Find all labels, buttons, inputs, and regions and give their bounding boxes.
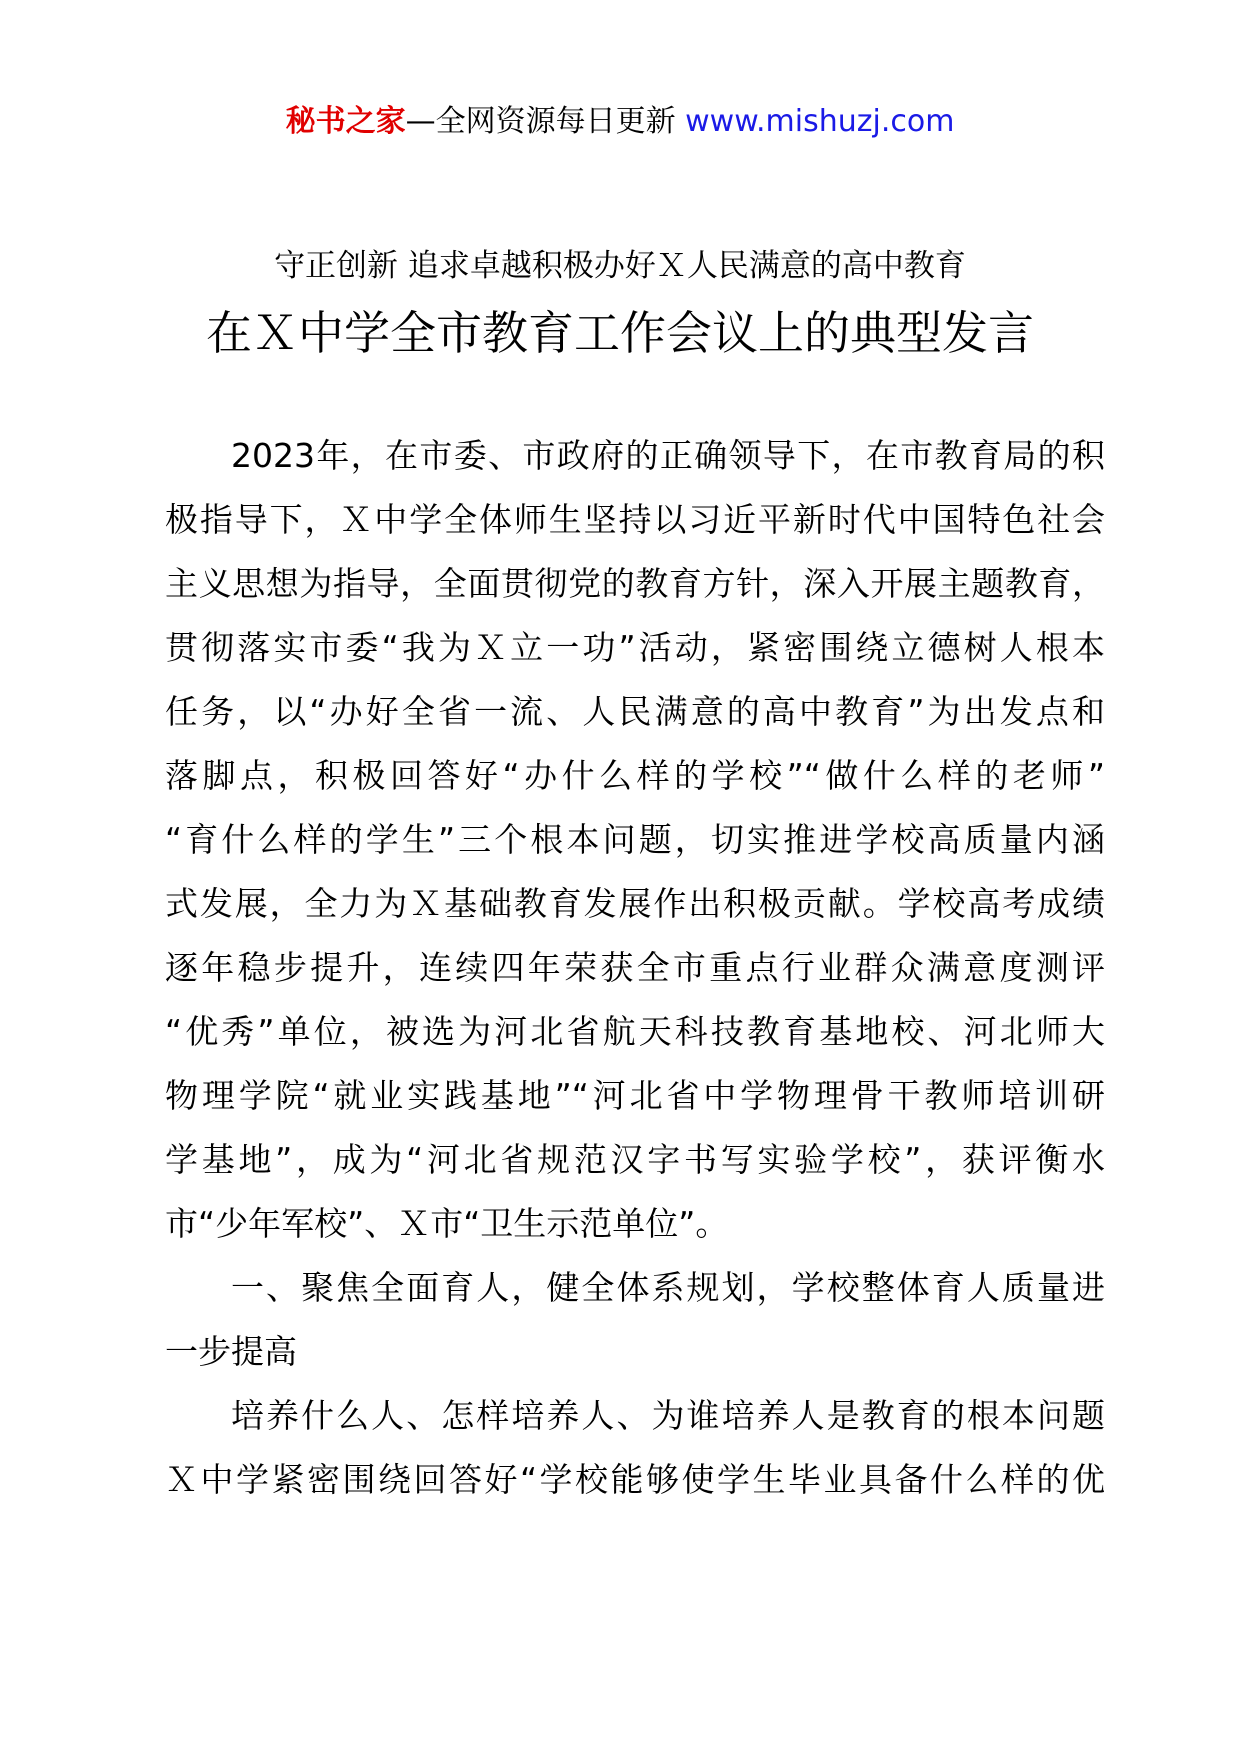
brand-tagline: —全网资源每日更新 — [405, 104, 686, 139]
paragraph-line: 式发展，全力为Ｘ基础教育发展作出积极贡献。学校高考成绩 — [165, 884, 1105, 923]
paragraph-line: 学基地”，成为“河北省规范汉字书写实验学校”，获评衡水 — [165, 1140, 1105, 1179]
section-heading-1 — [165, 1256, 1105, 1384]
paragraph-2 — [165, 1384, 1105, 1512]
document-title: 在Ｘ中学全市教育工作会议上的典型发言 — [206, 306, 1034, 360]
paragraph-line: Ｘ中学紧密围绕回答好“学校能够使学生毕业具备什么样的优 — [165, 1460, 1105, 1499]
site-banner — [0, 100, 1240, 144]
heading-line: 一、聚焦全面育人，健全体系规划，学校整体育人质量进 — [231, 1268, 1105, 1307]
paragraph-line: “优秀”单位，被选为河北省航天科技教育基地校、河北师大 — [165, 1012, 1105, 1051]
paragraph-line: “育什么样的学生”三个根本问题，切实推进学校高质量内涵 — [165, 820, 1105, 859]
paragraph-1 — [165, 424, 1105, 1256]
document-subtitle: 守正创新 追求卓越积极办好Ｘ人民满意的高中教育 — [274, 248, 966, 284]
paragraph-line: 任务，以“办好全省一流、人民满意的高中教育”为出发点和 — [165, 692, 1105, 731]
paragraph-line: 落脚点，积极回答好“办什么样的学校”“做什么样的老师” — [165, 756, 1105, 795]
paragraph-line: 市“少年军校”、Ｘ市“卫生示范单位”。 — [165, 1204, 729, 1243]
site-url-link[interactable]: www.mishuzj.com — [685, 104, 955, 139]
paragraph-line: 培养什么人、怎样培养人、为谁培养人是教育的根本问题 — [231, 1396, 1105, 1435]
paragraph-line: 逐年稳步提升，连续四年荣获全市重点行业群众满意度测评 — [165, 948, 1105, 987]
paragraph-line: 贯彻落实市委“我为Ｘ立一功”活动，紧密围绕立德树人根本 — [165, 628, 1105, 667]
brand-name: 秘书之家 — [285, 104, 406, 139]
paragraph-line: 物理学院“就业实践基地”“河北省中学物理骨干教师培训研 — [165, 1076, 1105, 1115]
paragraph-line: 2023年，在市委、市政府的正确领导下，在市教育局的积 — [231, 436, 1105, 475]
paragraph-line: 极指导下，Ｘ中学全体师生坚持以习近平新时代中国特色社会 — [165, 500, 1105, 539]
paragraph-line: 主义思想为指导，全面贯彻党的教育方针，深入开展主题教育， — [165, 564, 1105, 603]
heading-line: 一步提高 — [165, 1332, 297, 1371]
